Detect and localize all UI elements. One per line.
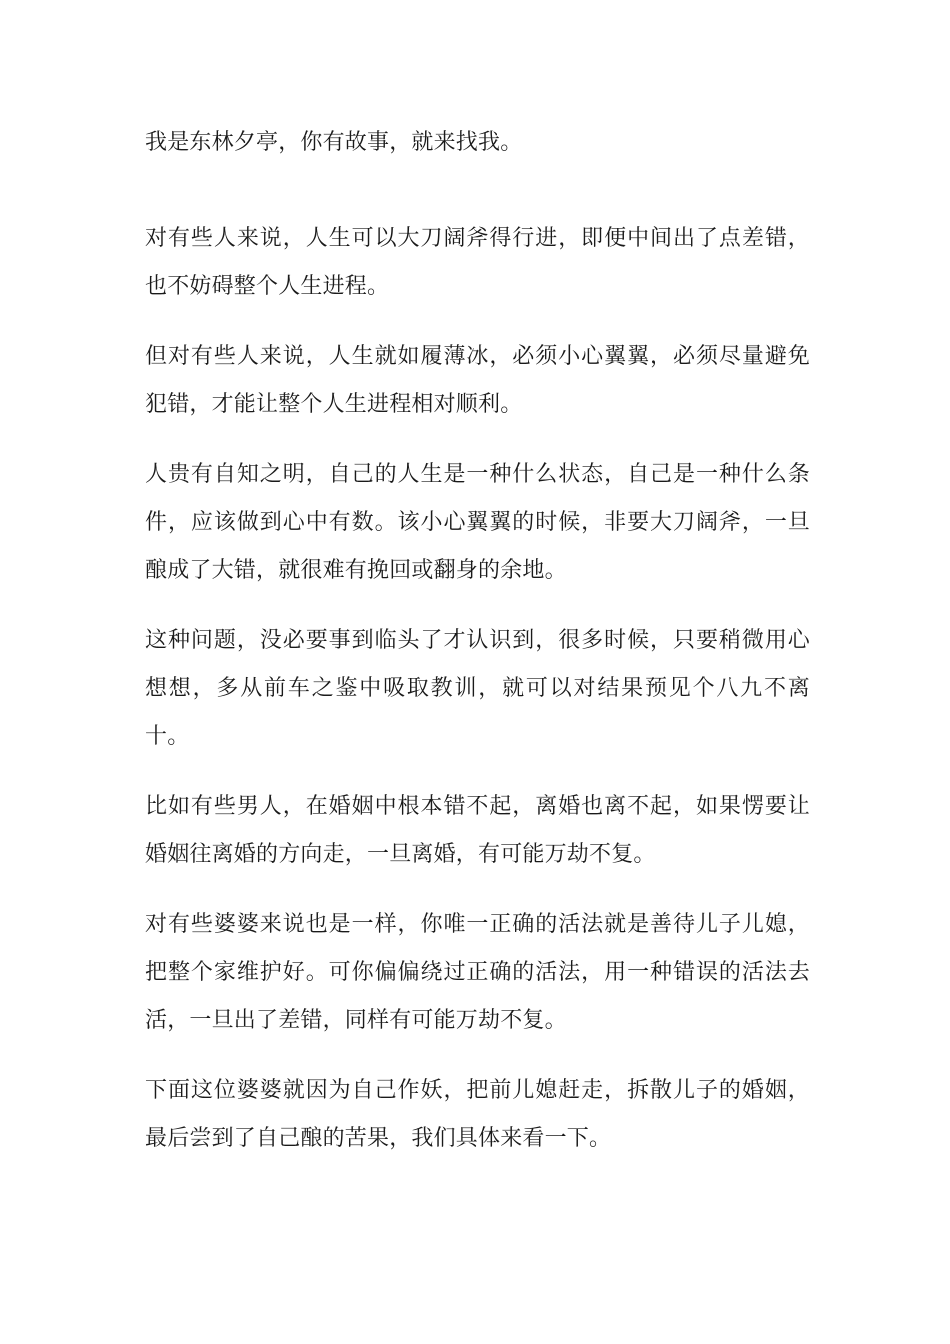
paragraph-7: 下面这位婆婆就因为自己作妖，把前儿媳赶走，拆散儿子的婚姻，最后尝到了自己酿的苦果，我们具体来看一下。 [145, 1078, 810, 1151]
paragraph-6: 对有些婆婆来说也是一样，你唯一正确的活法就是善待儿子儿媳，把整个家维护好。可你偏偏绕过正确的活法，用一种错误的活法去活，一旦出了差错，同样有可能万劫不复。 [145, 912, 810, 1033]
article-body [145, 119, 810, 1185]
paragraph-2: 但对有些人来说，人生就如履薄冰，必须小心翼翼，必须尽量避免犯错，才能让整个人生进程相对顺利。 [145, 344, 810, 417]
paragraph-5: 比如有些男人，在婚姻中根本错不起，离婚也离不起，如果愣要让婚姻往离婚的方向走，一旦离婚，有可能万劫不复。 [145, 794, 810, 867]
paragraph-3: 人贵有自知之明，自己的人生是一种什么状态，自己是一种什么条件，应该做到心中有数。该小心翼翼的时候，非要大刀阔斧，一旦酿成了大错，就很难有挽回或翻身的余地。 [145, 462, 810, 583]
paragraph-1: 对有些人来说，人生可以大刀阔斧得行进，即便中间出了点差错，也不妨碍整个人生进程。 [145, 226, 810, 299]
intro-line: 我是东林夕亭，你有故事，就来找我。 [145, 130, 523, 155]
paragraph-4: 这种问题，没必要事到临头了才认识到，很多时候，只要稍微用心想想，多从前车之鉴中吸取教训，就可以对结果预见个八九不离十。 [145, 628, 810, 749]
